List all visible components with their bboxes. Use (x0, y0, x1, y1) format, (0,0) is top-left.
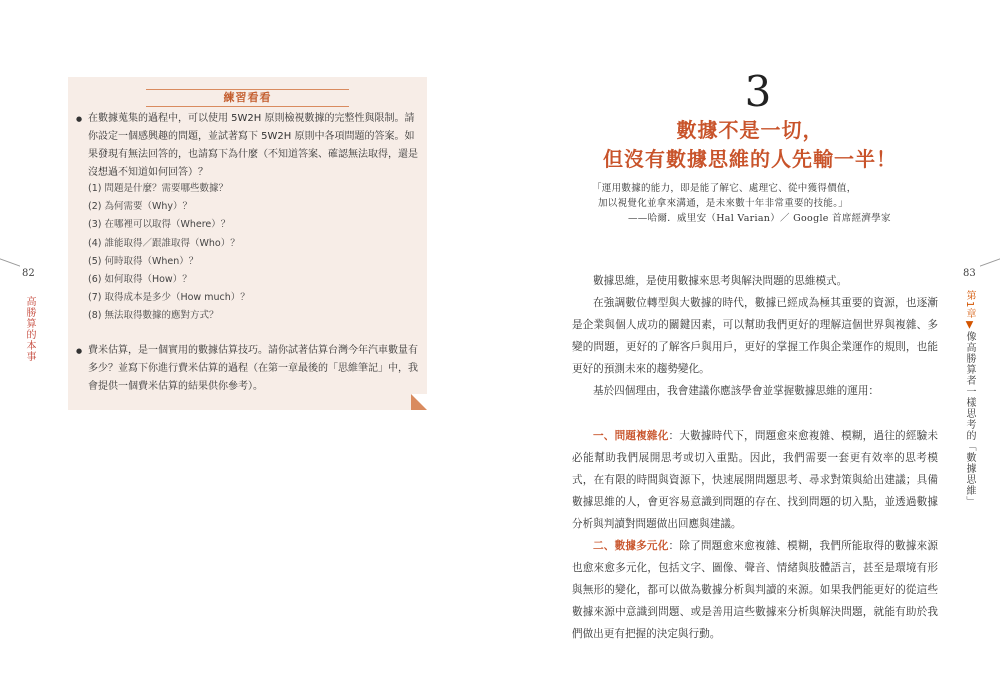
running-head-chapter: 第1章 (964, 290, 975, 320)
body-paragraph: 在強調數位轉型與大數據的時代，數據已經成為極其重要的資源，也逐漸是企業與個人成功的關鍵因素，可以幫助我們更好的理解這個世界與複雜、多變的問題，更好的了解客戶與用戶，更好的掌握工作與企業運作的規則，也能更好的預測未來的趨勢變化。 (572, 297, 938, 376)
quote-attribution: ——哈爾．威里安（Hal Varian）／ Google 首席經濟學家 (628, 213, 891, 224)
chapter-number: 3 (744, 67, 772, 116)
list-item: (3) 在哪裡可以取得（Where）？ (88, 219, 231, 231)
chapter-title-line-1: 數據不是一切， (676, 118, 824, 142)
chapter-title (580, 116, 920, 174)
list-item: (4) 誰能取得／跟誰取得（Who）？ (88, 237, 240, 249)
left-running-head: 高勝算的本事 (24, 296, 35, 362)
triangle-icon: ▼ (964, 319, 975, 332)
exercise-paragraph-1: ● 在數據蒐集的過程中，可以使用 5W2H 原則檢視數據的完整性與限制。請你設定一個感興趣的問題，並試著寫下 5W2H 原則中各項問題的答案。如果發現有無法回答的，也請寫下為什麼（不知道答案、確認無法取得，還是沒想過不知道如何回答）？ (88, 110, 418, 182)
right-page-number: 83 (963, 268, 976, 279)
body-paragraph: 基於四個理由，我會建議你應該學會並掌握數據思維的運用： (593, 385, 880, 398)
quote-line-2: 加以視覺化並拿來溝通，是未來數十年非常重要的技能。」 (598, 198, 849, 209)
quote-line-1: 「運用數據的能力，即是能了解它、處理它、從中獲得價值， (592, 183, 857, 194)
folded-corner (411, 394, 427, 410)
reason-2-text: ：除了問題愈來愈複雜、模糊，我們所能取得的數據來源也愈來愈多元化，包括文字、圖像、聲音、情緒與肢體語言，甚至是環境有形與無形的變化，都可以做為數據分析與判讀的來源。如果我們能更好的從這些數據來源中意識到問題、或是善用這些數據來分析與解決問題，就能有助於我們做出更有把握的決定與行動。 (572, 540, 939, 641)
list-item: (5) 何時取得（When）？ (88, 255, 199, 267)
reason-paragraph-2 (572, 535, 938, 645)
page-corner-marker (0, 258, 20, 286)
exercise-title: 練習看看 (146, 89, 349, 107)
left-page-number: 82 (22, 268, 35, 279)
reason-paragraph-1 (572, 425, 938, 535)
epigraph-quote (592, 181, 912, 226)
right-running-head (963, 290, 975, 507)
exercise-paragraph-2: ● 費米估算，是一個實用的數據估算技巧。請你試著估算台灣今年汽車數量有多少？並寫下你進行費米估算的過程（在第一章最後的「思維筆記」中，我會提供一個費米估算的結果供你參考）。 (88, 342, 418, 396)
reason-1-text: ：大數據時代下，問題愈來愈複雜、模糊，過往的經驗未必能幫助我們展開思考或切入重點。因此，我們需要一套更有效率的思考模式，在有限的時間與資源下，快速展開問題思考、尋求對策與給出建議；具備數據思維的人，會更容易意識到問題的存在、找到問題的切入點，並透過數據分析與判讀對問題做出回應與建議。 (572, 429, 939, 530)
list-item: (7) 取得成本是多少（How much）？ (88, 292, 250, 304)
body-paragraph: 數據思維，是使用數據來思考與解決問題的思維模式。 (593, 275, 848, 287)
running-head-text: 像高勝算者一樣思考的「數據思維」 (964, 331, 975, 508)
chapter-title-line-2: 但沒有數據思維的人先輸一半！ (603, 147, 897, 171)
reason-2-label: 二、數據多元化 (593, 540, 669, 553)
list-item: (8) 無法取得數據的應對方式？ (88, 310, 219, 322)
exercise-item-list (88, 180, 388, 326)
exercise-box (68, 77, 427, 410)
body-text (572, 270, 938, 646)
reason-1-label: 一、問題複雜化 (593, 429, 669, 442)
list-item: (1) 問題是什麼？需要哪些數據？ (88, 183, 228, 194)
list-item: (6) 如何取得（How）？ (88, 274, 192, 286)
page-corner-marker (980, 258, 1000, 286)
list-item: (2) 為何需要（Why）？ (88, 201, 193, 213)
